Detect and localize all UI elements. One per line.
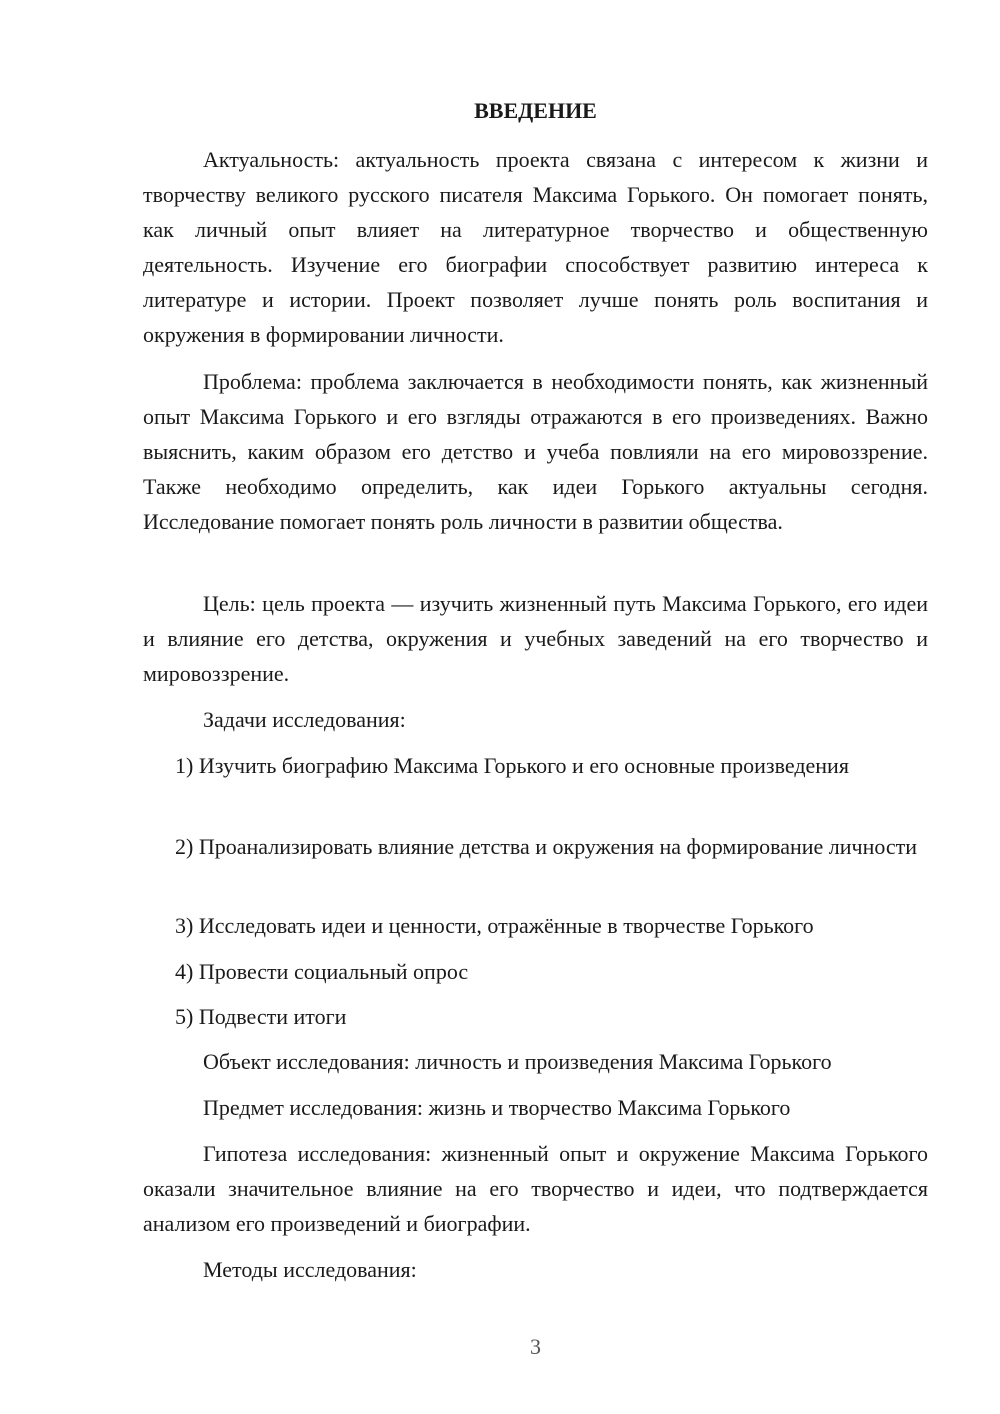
paragraph-subject: Предмет исследования: жизнь и творчество Максима Горького xyxy=(203,1095,791,1120)
task-item-3: 3) Исследовать идеи и ценности, отражённые в творчестве Горького xyxy=(175,913,814,938)
methods-title: Методы исследования: xyxy=(203,1257,417,1282)
tasks-title: Задачи исследования: xyxy=(203,707,406,732)
task-item-1: 1) Изучить биографию Максима Горького и его основные произведения xyxy=(175,753,849,778)
task-item-5: 5) Подвести итоги xyxy=(175,1004,347,1029)
task-item-4: 4) Провести социальный опрос xyxy=(175,959,469,984)
paragraph-goal: Цель: цель проекта — изучить жизненный путь Максима Горького, его идеи и влияние его детства, окружения и учебных заведений на его творчество и мировоззрение. xyxy=(143,591,928,686)
paragraph-object: Объект исследования: личность и произведения Максима Горького xyxy=(203,1049,832,1074)
page-number: 3 xyxy=(530,1334,541,1359)
paragraph-relevance: Актуальность: актуальность проекта связана с интересом к жизни и творчеству великого русского писателя Максима Горького. Он помогает понять, как личный опыт влияет на литературное творчество и общественную деятельность. Изучение его биографии способствует развитию интереса к литературе и истории. Проект позволяет лучше понять роль воспитания и окружения в формировании личности. xyxy=(143,147,928,347)
paragraph-problem: Проблема: проблема заключается в необходимости понять, как жизненный опыт Максима Горького и его взгляды отражаются в его произведениях. Важно выяснить, каким образом его детство и учеба повлияли на его мировоззрение. Также необходимо определить, как идеи Горького актуальны сегодня. Исследование помогает понять роль личности в развитии общества. xyxy=(143,369,928,534)
paragraph-hypothesis: Гипотеза исследования: жизненный опыт и окружение Максима Горького оказали значительное влияние на его творчество и идеи, что подтверждается анализом его произведений и биографии. xyxy=(143,1141,928,1236)
section-heading: ВВЕДЕНИЕ xyxy=(474,98,597,123)
task-item-2: 2) Проанализировать влияние детства и окружения на формирование личности xyxy=(175,834,918,859)
